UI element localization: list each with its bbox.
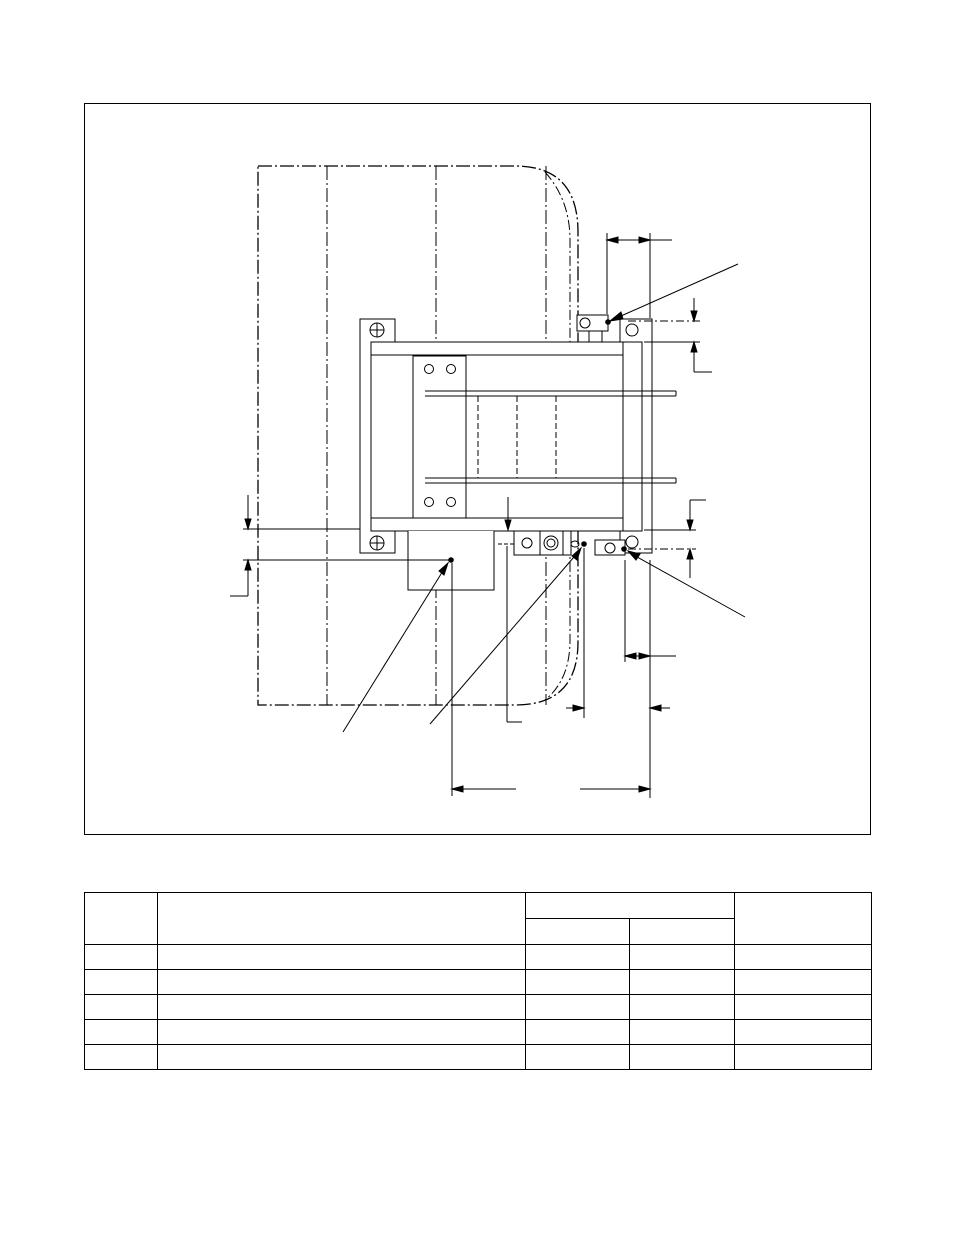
table-cell: [85, 945, 158, 970]
table-cell: [735, 1045, 872, 1070]
leader-left: [343, 566, 446, 732]
specification-table: [84, 892, 872, 1070]
table-cell: [526, 945, 630, 970]
table-cell: [158, 1045, 526, 1070]
table-cell: [85, 1020, 158, 1045]
table-cell: [158, 945, 526, 970]
terminal-block: [514, 531, 571, 555]
leader-right: [630, 553, 745, 617]
table-cell: [735, 1020, 872, 1045]
header-cell: [158, 893, 526, 945]
table-cell: [158, 995, 526, 1020]
bolt-hole-bottom-left: [370, 536, 384, 550]
subheader-cell: [526, 919, 630, 945]
table-cell: [526, 970, 630, 995]
header-cell: [526, 893, 735, 919]
table-row: [85, 1045, 872, 1070]
bolt-hole-top-left: [370, 323, 384, 337]
table-row: [85, 1020, 872, 1045]
header-cell: [735, 893, 872, 945]
callout-dot-top: [605, 319, 611, 325]
callout-dot-mid: [581, 541, 587, 547]
callout-dot-right: [621, 546, 627, 552]
table-cell: [735, 945, 872, 970]
table-cell: [526, 1045, 630, 1070]
table-cell: [630, 1045, 735, 1070]
table-cell: [85, 1045, 158, 1070]
table-header-row: [85, 893, 872, 919]
table-row: [85, 970, 872, 995]
table-cell: [526, 995, 630, 1020]
table-row: [85, 945, 872, 970]
leader-top: [612, 264, 738, 320]
table-cell: [630, 995, 735, 1020]
table-cell: [158, 970, 526, 995]
table-cell: [630, 970, 735, 995]
table-cell: [158, 1020, 526, 1045]
table-cell: [630, 1020, 735, 1045]
table-cell: [526, 1020, 630, 1045]
subheader-cell: [630, 919, 735, 945]
table-cell: [735, 995, 872, 1020]
header-cell: [85, 893, 158, 945]
table-cell: [85, 970, 158, 995]
unit-frame-outer: [371, 342, 642, 531]
inner-bracket: [413, 356, 466, 518]
table-row: [85, 995, 872, 1020]
table-cell: [85, 995, 158, 1020]
top-clamp: [577, 315, 608, 331]
table-cell: [630, 945, 735, 970]
table-cell: [735, 970, 872, 995]
